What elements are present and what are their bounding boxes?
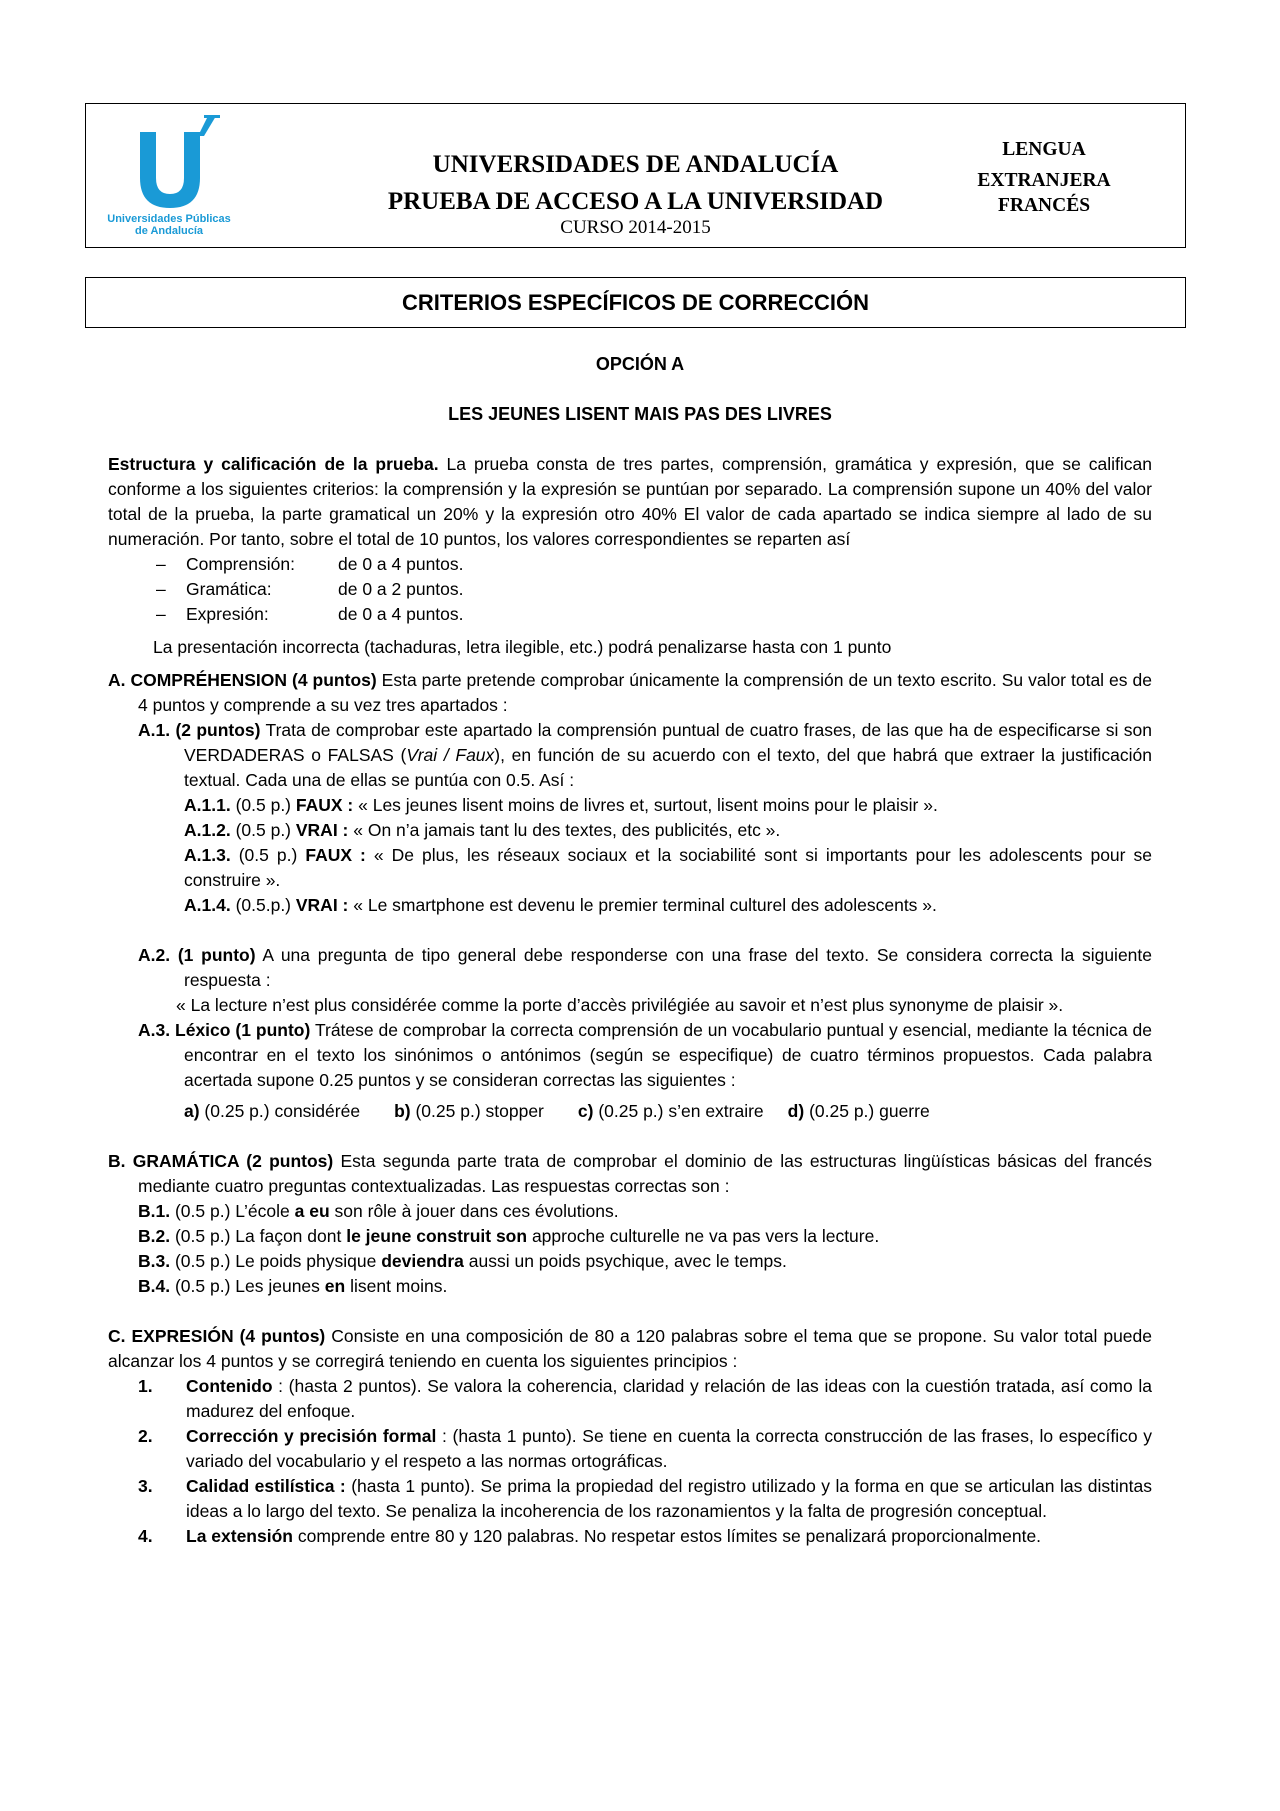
score-list bbox=[108, 552, 1152, 627]
presentation-note: La presentación incorrecta (tachaduras, letra ilegible, etc.) podrá penalizarse hasta con 1 punto bbox=[153, 637, 892, 657]
a1-item: A.1.4. (0.5.p.) VRAI : « Le smartphone est devenu le premier terminal culturel des adolescents ». bbox=[184, 895, 937, 915]
a1-item: A.1.1. (0.5 p.) FAUX : « Les jeunes lisent moins de livres et, surtout, lisent moins pour le plaisir ». bbox=[184, 795, 938, 815]
subject-line-3: FRANCÉS bbox=[997, 195, 1091, 216]
title-line-1: UNIVERSIDADES DE ANDALUCÍA bbox=[432, 151, 839, 178]
b-item: B.2. (0.5 p.) La façon dont le jeune construit son approche culturelle ne va pas vers la lecture. bbox=[138, 1226, 880, 1246]
criteria-item: 4. La extensión comprende entre 80 y 120 palabras. No respetar estos límites se penalizará proporcionalmente. bbox=[138, 1526, 1042, 1546]
criteria-list bbox=[108, 1374, 1152, 1549]
a3-intro: A.3. Léxico (1 punto) Trátese de comprobar la correcta comprensión de un vocabulario puntual y esencial, mediante la técnica de encontrar en el texto los sinónimos o antónimos (según se especifique) de cuatro términos propuestos. Cada palabra acertada supone 0.25 puntos y se consideran correctas las siguientes : bbox=[138, 1020, 1152, 1090]
subject-label bbox=[944, 137, 1144, 218]
a3-answers bbox=[108, 1099, 1152, 1124]
criteria-item: 2. Corrección y precisión formal : (hasta 1 punto). Se tiene en cuenta la correcta construcción de las frases, lo específico y variado del vocabulario y el respeto a las normas ortográficas. bbox=[138, 1426, 1152, 1471]
b-item: B.4. (0.5 p.) Les jeunes en lisent moins. bbox=[138, 1276, 448, 1296]
structure-lead: Estructura y calificación de la prueba. bbox=[108, 454, 439, 474]
score-item: – Expresión: de 0 a 4 puntos. bbox=[156, 604, 464, 624]
score-item: – Comprensión: de 0 a 4 puntos. bbox=[156, 554, 464, 574]
a3-answer: b) (0.25 p.) stopper bbox=[394, 1101, 544, 1121]
criteria-title: CRITERIOS ESPECÍFICOS DE CORRECCIÓN bbox=[85, 277, 1186, 328]
course-year: CURSO 2014-2015 bbox=[560, 217, 711, 238]
a3-answer: c) (0.25 p.) s’en extraire bbox=[577, 1101, 764, 1121]
b-item: B.1. (0.5 p.) L’école a eu son rôle à jouer dans ces évolutions. bbox=[138, 1201, 619, 1221]
structure-paragraph bbox=[108, 452, 1152, 552]
logo-caption-1: Universidades Públicas bbox=[107, 213, 231, 225]
b-item: B.3. (0.5 p.) Le poids physique deviendra aussi un poids psychique, avec le temps. bbox=[138, 1251, 787, 1271]
subject-line-1: LENGUA bbox=[1002, 139, 1086, 160]
a3-answer: a) (0.25 p.) considérée bbox=[184, 1101, 361, 1121]
title-line-2: PRUEBA DE ACCESO A LA UNIVERSIDAD bbox=[387, 188, 884, 215]
a1-item: A.1.2. (0.5 p.) VRAI : « On n’a jamais tant lu des textes, des publicités, etc ». bbox=[184, 820, 781, 840]
logo-caption-2: de Andalucía bbox=[134, 225, 204, 235]
document-body bbox=[108, 452, 1152, 1549]
a1-intro: A.1. (2 puntos) Trata de comprobar este apartado la comprensión puntual de cuatro frases, de las que ha de especificarse si son VERDADERAS o FALSAS (Vrai / Faux), en función de su acuerdo con el texto, del que habrá que extraer la justificación textual. Cada una de ellas se puntúa con 0.5. Así : bbox=[138, 720, 1152, 790]
section-a-intro: A. COMPRÉHENSION (4 puntos) Esta parte pretende comprobar únicamente la comprensión de un texto escrito. Su valor total es de 4 puntos y comprende a su vez tres apartados : bbox=[108, 670, 1152, 715]
option-title: OPCIÓN A bbox=[595, 354, 685, 374]
criteria-item: 3. Calidad estilística : (hasta 1 punto). Se prima la propiedad del registro utilizado y la forma en que se articulan las distintas ideas a lo largo del texto. Se penaliza la incoherencia de los razonamientos y la falta de progresión conceptual. bbox=[138, 1476, 1152, 1521]
header-box bbox=[85, 103, 1186, 248]
a2-answer: « La lecture n’est plus considérée comme la porte d’accès privilégiée au savoir et n’est plus synonyme de plaisir ». bbox=[176, 995, 1064, 1015]
criteria-item: 1. Contenido : (hasta 2 puntos). Se valora la coherencia, claridad y relación de las ideas con la cuestión tratada, así como la madurez del enfoque. bbox=[138, 1376, 1152, 1421]
a1-item: A.1.3. (0.5 p.) FAUX : « De plus, les réseaux sociaux et la sociabilité sont si importants pour les adolescents pour se construire ». bbox=[184, 845, 1152, 890]
section-b-intro: B. GRAMÁTICA (2 puntos) Esta segunda parte trata de comprobar el dominio de las estructuras lingüísticas básicas del francés mediante cuatro preguntas contextualizadas. Las respuestas correctas son : bbox=[108, 1151, 1152, 1196]
subject-line-2: EXTRANJERA bbox=[977, 170, 1111, 191]
text-title: LES JEUNES LISENT MAIS PAS DES LIVRES bbox=[448, 404, 832, 424]
section-c-intro: C. EXPRESIÓN (4 puntos) Consiste en una composición de 80 a 120 palabras sobre el tema que se propone. Su valor total puede alcanzar los 4 puntos y se corregirá teniendo en cuenta los siguientes principios : bbox=[108, 1326, 1153, 1371]
a2-intro: A.2. (1 punto) A una pregunta de tipo general debe responderse con una frase del texto. Se considera correcta la siguiente respuesta : bbox=[138, 945, 1152, 990]
a3-answer: d) (0.25 p.) guerre bbox=[787, 1101, 930, 1121]
structure-body: La prueba consta de tres partes, comprensión, gramática y expresión, que se califican conforme a los siguientes criterios: la comprensión y la expresión se puntúan por separado. La comprensión supone un 40% del valor total de la prueba, la parte gramatical un 20% y la expresión otro 40% El valor de cada apartado se indica siempre al lado de su numeración. Por tanto, sobre el total de 10 puntos, los valores correspondientes se reparten así bbox=[108, 454, 1152, 549]
score-item: – Gramática: de 0 a 2 puntos. bbox=[156, 579, 464, 599]
